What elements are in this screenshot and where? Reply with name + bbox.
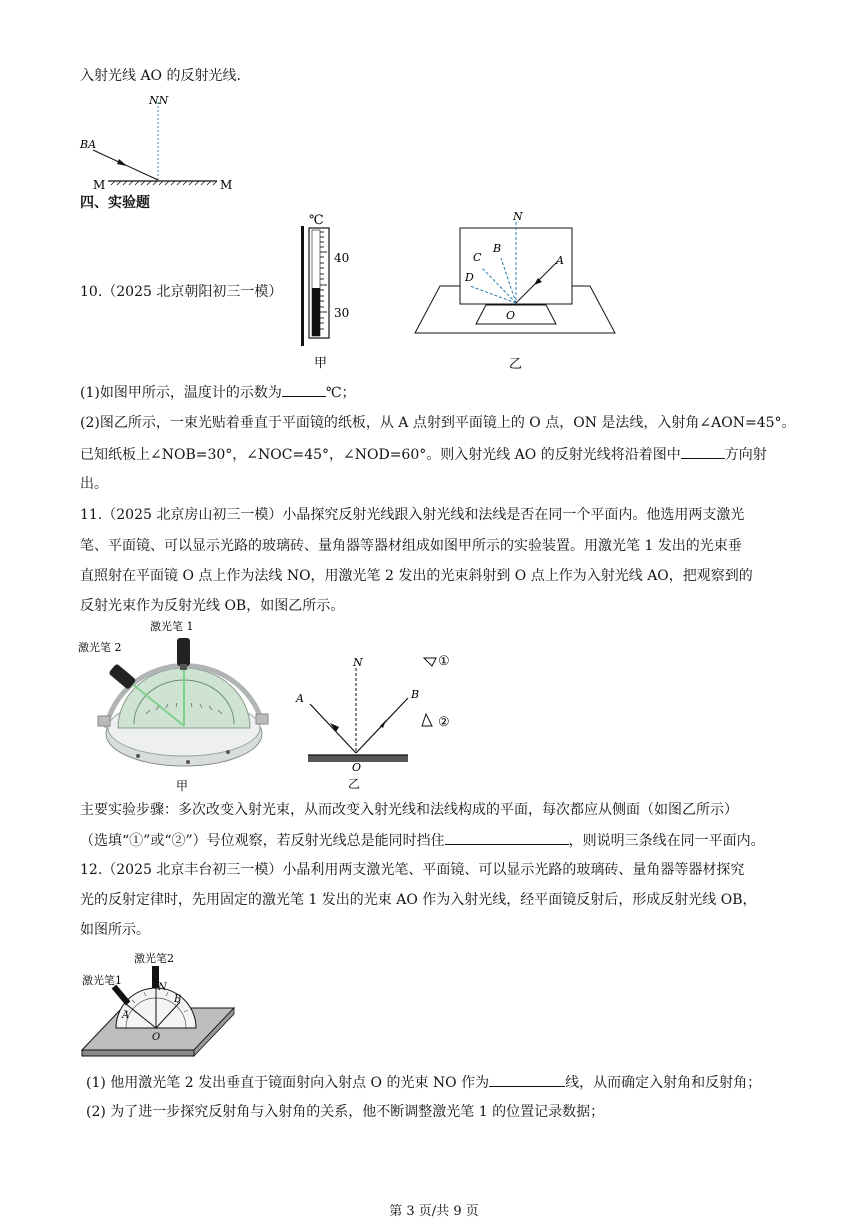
line-reflected-ray: 入射光线 AO 的反射光线. [80, 68, 241, 84]
label-o-11: O [352, 761, 362, 774]
tick-label-30: 30 [334, 306, 350, 320]
mirror-board-figure [410, 208, 625, 374]
label-position-2: ② [438, 715, 450, 730]
top-mirror-diagram [75, 92, 233, 192]
question-12-line2: 光的反射定律时，先用固定的激光笔 1 发出的光束 AO 作为入射光线，经平面镜反射后，形成反射光线 OB， [80, 892, 757, 908]
caption-jia-11: 甲 [176, 779, 189, 793]
answer-blank-temperature[interactable] [282, 382, 326, 397]
eye-icon-position-1 [424, 658, 436, 666]
label-a-11: A [296, 692, 304, 705]
label-o-12: O [152, 1032, 161, 1043]
page-footer: 第 3 页/共 9 页 [389, 1204, 479, 1219]
caption-jia-10: 甲 [314, 356, 328, 371]
label-m-right: M [220, 178, 233, 192]
label-laser-pen-2: 激光笔 2 [78, 641, 122, 654]
caption-yi-11: 乙 [348, 777, 361, 791]
label-laser-pen-1-fig12: 激光笔1 [82, 974, 122, 987]
answer-blank-direction[interactable] [681, 444, 725, 459]
label-o-10: O [506, 309, 516, 322]
tick-label-40: 40 [334, 251, 350, 265]
eye-icon-position-2 [422, 714, 432, 726]
question-10-part-2-line1: (2)图乙所示，一束光贴着垂直于平面镜的纸板，从 A 点射到平面镜上的 O 点，ON 是法线，入射角∠AON=45°。 [80, 415, 796, 431]
answer-blank-normal-line[interactable] [489, 1072, 565, 1087]
label-d-10: D [465, 271, 474, 284]
question-11-line3: 直照射在平面镜 O 点上作为法线 NO，用激光笔 2 发出的光束斜射到 O 点上作为入射光线 AO，把观察到的 [80, 568, 753, 584]
label-b-11: B [411, 688, 420, 701]
label-nn: NN [149, 94, 169, 107]
label-laser-pen-1: 激光笔 1 [150, 620, 194, 633]
label-a-12: A [122, 1010, 130, 1021]
question-10-part-2-line3: 出。 [80, 476, 108, 492]
caption-yi-10: 乙 [509, 357, 523, 372]
question-11-steps-line2: （选填“①”或“②”）号位观察，若反射光线总是能同时挡住 ，则说明三条线在同一平面内。 [80, 830, 765, 851]
reflection-diagram-11 [290, 648, 470, 798]
label-n-11: N [353, 656, 363, 669]
question-11-line4: 反射光束作为反射光线 OB，如图乙所示。 [80, 598, 345, 614]
section-heading-experiments: 四、实验题 [80, 195, 150, 211]
question-10-header: 10.（2025 北京朝阳初三一模） [80, 284, 283, 300]
label-ba: BA [80, 138, 97, 151]
thermometer-figure [295, 212, 355, 372]
label-b-10: B [493, 242, 502, 255]
label-n-10: N [513, 210, 523, 223]
label-b-12: B [174, 994, 182, 1005]
label-c-10: C [473, 251, 482, 264]
question-12-part-2: (2) 为了进一步探究反射角与入射角的关系，他不断调整激光笔 1 的位置记录数据； [86, 1104, 605, 1120]
label-laser-pen-2-fig12: 激光笔2 [134, 952, 174, 965]
question-10-part-1: (1)如图甲所示，温度计的示数为 ℃； [80, 382, 356, 403]
label-a-10: A [556, 254, 564, 267]
question-11-steps-line1: 主要实验步骤：多次改变入射光束，从而改变入射光线和法线构成的平面，每次都应从侧面（如图乙所示） [80, 802, 738, 818]
question-11-line2: 笔、平面镜、可以显示光路的玻璃砖、量角器等器材组成如图甲所示的实验装置。用激光笔 1 发出的光束垂 [80, 538, 742, 554]
label-m-left: M [93, 178, 106, 192]
label-n-12: N [158, 982, 167, 993]
question-12-line1: 12.（2025 北京丰台初三一模）小晶利用两支激光笔、平面镜、可以显示光路的玻璃砖、量角器等器材探究 [80, 862, 745, 878]
question-11-line1: 11.（2025 北京房山初三一模）小晶探究反射光线跟入射光线和法线是否在同一个平面内。他选用两支激光 [80, 507, 745, 523]
question-12-line3: 如图所示。 [80, 922, 150, 938]
laser-apparatus-figure [76, 616, 276, 794]
question-10-part-2-line2: 已知纸板上∠NOB=30°，∠NOC=45°，∠NOD=60°。则入射光线 AO 的反射光线将沿着图中 方向射 [80, 444, 767, 465]
answer-blank-blocked-lines[interactable] [445, 830, 569, 845]
question-12-part-1: (1) 他用激光笔 2 发出垂直于镜面射向入射点 O 的光束 NO 作为 线，从而确定入射角和反射角； [86, 1072, 761, 1093]
label-position-1: ① [438, 654, 450, 669]
thermometer-unit: ℃ [309, 213, 324, 228]
protractor-mirror-figure [78, 946, 240, 1066]
